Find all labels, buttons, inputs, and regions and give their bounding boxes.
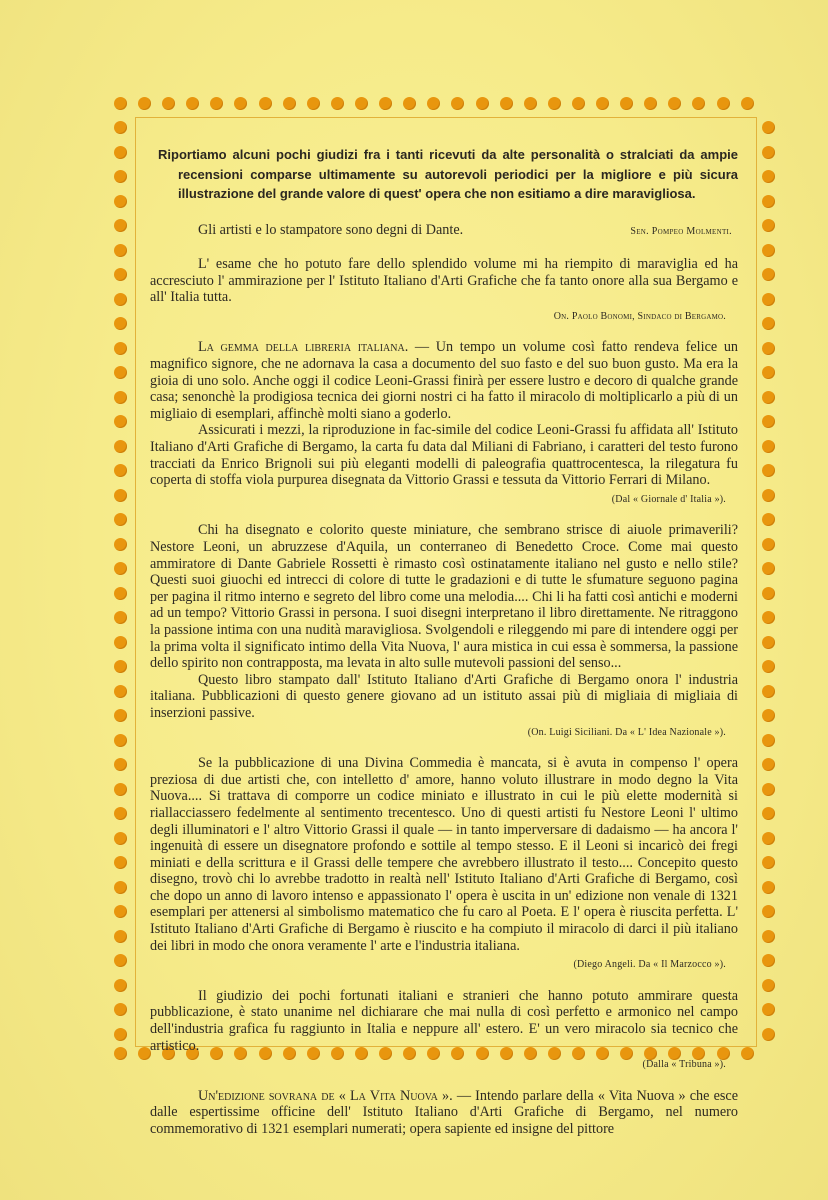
border-dot (762, 146, 775, 159)
border-dot (762, 905, 775, 918)
border-dot (114, 366, 127, 379)
border-dot (762, 758, 775, 771)
border-dot (476, 97, 489, 110)
border-dot (114, 293, 127, 306)
border-dot (114, 1028, 127, 1041)
border-dot (114, 685, 127, 698)
border-dot (762, 489, 775, 502)
border-dot (762, 881, 775, 894)
border-dot (762, 734, 775, 747)
border-dot (500, 97, 513, 110)
quote-attribution: On. Paolo Bonomi, Sindaco di Bergamo. (553, 310, 726, 322)
quote-body: — Un tempo un volume così fatto rendeva felice un magnifico signore, che ne adornava la casa a documento del suo fasto e del suo buon gusto. Ma era la gioia di uno solo. Anche oggi il codice Leoni-Grassi finirà per essere lustro e decoro di qualche grande casa; senonchè la prodigiosa tecnica dei giorni nostri ci ha fatto il miracolo di moltiplicarlo a più di un migliaio di esemplari, affinchè molti siano a goderlo. (150, 339, 739, 422)
quote-text: L' esame che ho potuto fare dello splendido volume mi ha riempito di maraviglia ed ha accresciuto l' ammirazione per l' Istituto Italiano d'Arti Grafiche che fa tanto onore alla sua Bergamo e all' Italia tutta. (150, 256, 738, 306)
quote-text: Se la pubblicazione di una Divina Commedia è mancata, si è avuta in compenso l' opera preziosa di due artisti che, con intelletto d' amore, hanno voluto illustrare in modo degno la Vita Nuova.... Si trattava di comporre un codice miniato e illustrato in cui le più elette modernità si riallacciassero fedelmente al sentimento trecentesco. Uno di questi artisti fu Nestore Leoni l' ultimo degli illuminatori e l' altro Vittorio Grassi il quale — in tanto imperversare di dadaismo — ha ancora l' ingenuità di essere un disegnatore profondo e sottile al tempo stesso. E il Leoni si incaricò dei fregi miniati e della scrittura e il Grassi delle tempere che avrebbero illustrato il testo.... Concepito questo disegno, trovò chi lo avrebbe tradotto in realtà nell' Istituto Italiano d'Arti Grafiche di Bergamo, così che dopo un anno di lavoro intenso e appassionato l' opera è uscita in un' edizione non venale di 1321 esemplari per attenersi al simbolismo matematico che fu caro al Poeta. E l' opera è riuscita perfetta. L' Istituto Italiano d'Arti Grafiche di Bergamo è riuscito e ha compiuto il miracolo di darci il più italiano dei libri in modo che onora veramente l' arte e l'industria italiana. (150, 755, 738, 954)
quote-text-continued: Questo libro stampato dall' Istituto Italiano d'Arti Grafiche di Bergamo onora l' industria italiana. Pubblicazioni di questo genere giovano ad un istituto assai più di migliaia di migliaia di inserzioni passive. (150, 671, 738, 721)
border-dot (162, 97, 175, 110)
quote-text: Chi ha disegnato e colorito queste miniature, che sembrano strisce di aiuole primaverili? Nestore Leoni, un abruzzese d'Aquila, un conterraneo di Benedetto Croce. Come mai questo ammiratore di Dante Gabriele Rossetti è rimasto così ostinatamente italiano nel gusto e nello stile? Questi suoi giuochi ed intrecci di colore di tutte le gradazioni e di tutte le sfumature seguono pagina per pagina il ritmo interno e segreto del libro come una melodia.... Chi li ha fatti così antichi e moderni ad un tempo? Vittorio Grassi in persona. I suoi disegni interpretano il libro direttamente. Ne ritraggono la passione intima con una nudità maravigliosa. Svolgendoli e rileggendo mi pare di intendere oggi per la prima volta il significato intimo della Vita Nuova, l' aura mistica in cui essa è sommersa, la passione dello spirito non contrapposta, ma levata in alto sulle mutevoli passioni del senso... (150, 522, 738, 672)
border-dot (762, 587, 775, 600)
border-dot (114, 464, 127, 477)
border-dot (762, 660, 775, 673)
intro-paragraph: Riportiamo alcuni pochi giudizi fra i tanti ricevuti da alte personalità o stralciati da ampie recensioni comparse ultimamente su autorevoli periodici per la migliore e più sicura illustrazione del grande valore di quest' opera che non esitiamo a dire maravigliosa. (158, 147, 738, 201)
quote-vita-nuova (150, 1088, 738, 1138)
border-dot (114, 856, 127, 869)
border-dot (762, 856, 775, 869)
border-dot (762, 930, 775, 943)
border-dot (762, 317, 775, 330)
border-dot (114, 954, 127, 967)
border-dot (762, 954, 775, 967)
border-dot (620, 97, 633, 110)
quote-molmenti (150, 222, 738, 241)
border-dot (379, 97, 392, 110)
quote-heading: La gemma della libreria italiana. (198, 339, 409, 356)
border-dot (596, 97, 609, 110)
border-dot (114, 709, 127, 722)
border-dot (741, 1047, 754, 1060)
border-dot (114, 832, 127, 845)
quote-heading: Un'edizione sovrana de « La Vita Nuova ». (198, 1087, 453, 1104)
border-dot (762, 513, 775, 526)
border-dot (762, 415, 775, 428)
border-dot (114, 587, 127, 600)
border-dot (762, 268, 775, 281)
quote-text: Il giudizio dei pochi fortunati italiani e stranieri che hanno potuto ammirare questa pubblicazione, è stato unanime nel dichiarare che mai nulla di così perfetto e armonico nel campo dell'industria grafica fu raggiunto in Italia e neppure all' estero. E' un vero miracolo sia tecnico che artistico. (150, 987, 738, 1054)
border-dot (114, 660, 127, 673)
border-dot (762, 685, 775, 698)
border-dot (762, 170, 775, 183)
border-dot (307, 97, 320, 110)
border-dot (355, 97, 368, 110)
border-dot (114, 440, 127, 453)
border-dot (114, 758, 127, 771)
border-dot (114, 219, 127, 232)
border-dot (114, 636, 127, 649)
border-dot (762, 538, 775, 551)
border-dot (114, 268, 127, 281)
border-dot (114, 342, 127, 355)
border-dot (114, 807, 127, 820)
border-dot (762, 979, 775, 992)
border-dot (114, 562, 127, 575)
border-dot (114, 881, 127, 894)
border-dot (114, 317, 127, 330)
quote-attribution: Sen. Pompeo Molmenti. (630, 225, 732, 237)
quote-text (150, 339, 738, 422)
border-dot (762, 1003, 775, 1016)
quote-text: Gli artisti e lo stampatore sono degni di Dante. (198, 221, 464, 238)
border-dot (524, 97, 537, 110)
border-dot (762, 219, 775, 232)
border-dot (427, 97, 440, 110)
border-dot (762, 244, 775, 257)
quote-bonomi (150, 256, 738, 325)
quote-angeli (150, 755, 738, 974)
border-dot (572, 97, 585, 110)
border-dot (114, 1003, 127, 1016)
border-dot (762, 342, 775, 355)
border-dot (668, 97, 681, 110)
border-dot (762, 1028, 775, 1041)
border-dot (451, 97, 464, 110)
quote-siciliani (150, 522, 738, 741)
border-dot (283, 97, 296, 110)
border-dot (762, 783, 775, 796)
border-dot (210, 97, 223, 110)
border-dot (114, 391, 127, 404)
quote-text-continued: Assicurati i mezzi, la riproduzione in fac-simile del codice Leoni-Grassi fu affidata all' Istituto Italiano d'Arti Grafiche di Bergamo, la carta fu data dal Miliani di Fabriano, i caratteri del testo furono tracciati da Enrico Brignoli sui più eleganti modelli di paleografia quattrocentesca, la rilegatura fu coperta di stoffa viola purpurea disegnata da Vittorio Grassi e tessuta da Vittorio Ferrari di Milano. (150, 422, 738, 489)
border-dot (762, 195, 775, 208)
border-dots-left (114, 0, 134, 1200)
border-dot (234, 97, 247, 110)
border-dots-right (762, 0, 782, 1200)
border-dot (114, 244, 127, 257)
border-dot (403, 97, 416, 110)
border-dot (114, 170, 127, 183)
border-dot (762, 611, 775, 624)
border-dot (114, 146, 127, 159)
border-dot (717, 97, 730, 110)
quote-attribution: (Diego Angeli. Da « Il Marzocco »). (573, 959, 726, 971)
quote-attribution: (Dalla « Tribuna »). (642, 1059, 726, 1071)
quote-giornale-italia (150, 339, 738, 508)
quote-tribuna (150, 988, 738, 1074)
border-dot (762, 391, 775, 404)
border-dot (762, 636, 775, 649)
border-dot (114, 513, 127, 526)
border-dot (762, 709, 775, 722)
border-dot (762, 366, 775, 379)
border-dot (762, 121, 775, 134)
document-body (150, 145, 738, 1138)
border-dot (114, 783, 127, 796)
border-dot (114, 415, 127, 428)
border-dot (762, 293, 775, 306)
border-dot (114, 611, 127, 624)
border-dot (114, 538, 127, 551)
border-dot (762, 832, 775, 845)
border-dot (114, 121, 127, 134)
border-dot (741, 97, 754, 110)
border-dot (331, 97, 344, 110)
border-dot (762, 464, 775, 477)
border-dot (548, 97, 561, 110)
quote-attribution: (Dal « Giornale d' Italia »). (611, 493, 726, 505)
border-dot (114, 979, 127, 992)
border-dot (644, 97, 657, 110)
border-dot (114, 734, 127, 747)
border-dot (138, 97, 151, 110)
quote-attribution: (On. Luigi Siciliani. Da « L' Idea Nazionale »). (527, 726, 726, 738)
border-dot (114, 195, 127, 208)
border-dot (762, 562, 775, 575)
border-dot (186, 97, 199, 110)
border-dot (259, 97, 272, 110)
border-dot (762, 440, 775, 453)
quote-body: — Intendo parlare della « Vita Nuova » che esce dalle espertissime officine dell' Istituto Italiano d'Arti Grafiche di Bergamo, nel numero commemorativo di 1321 esemplari numerati; opera sapiente ed insigne del pittore (150, 1087, 738, 1137)
border-dot (114, 930, 127, 943)
border-dot (114, 905, 127, 918)
quote-text (150, 1088, 738, 1138)
border-dot (114, 489, 127, 502)
border-dot (762, 807, 775, 820)
border-dot (692, 97, 705, 110)
